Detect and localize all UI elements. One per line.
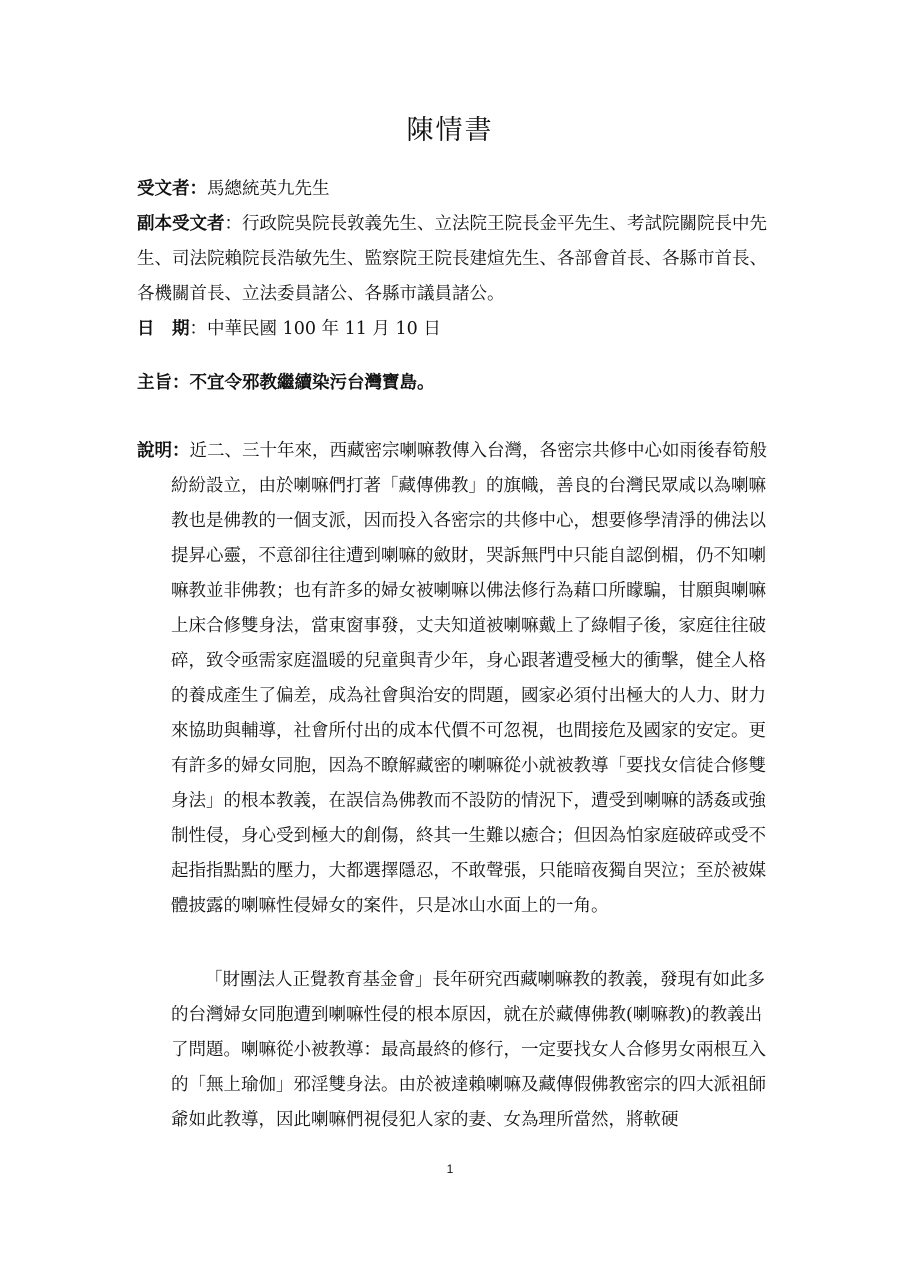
recipient-line [137,172,767,207]
recipient-label: 受文者： [137,179,207,199]
date-line [137,312,767,347]
cc-value: ：行政院吳院長敦義先生、立法院王院長金平先生、考試院關院長中先生、司法院賴院長浩敏先生、監察院王院長建煊先生、各部會首長、各縣市首長、各機關首長、立法委員諸公、各縣市議員諸公。 [137,214,767,304]
explain-text: 近二、三十年來，西藏密宗喇嘛教傳入台灣，各密宗共修中心如雨後春筍般紛紛設立，由於喇嘛們打著「藏傳佛教」的旗幟，善良的台灣民眾咸以為喇嘛教也是佛教的一個支派，因而投入各密宗的共修中心，想要修學清淨的佛法以提昇心靈，不意卻往往遭到喇嘛的斂財，哭訴無門中只能自認倒楣，仍不知喇嘛教並非佛教；也有許多的婦女被喇嘛以佛法修行為藉口所矇騙，甘願與喇嘛上床合修雙身法，當東窗事發，丈夫知道被喇嘛戴上了綠帽子後，家庭往往破碎，致令亟需家庭溫暖的兒童與青少年，身心跟著遭受極大的衝擊，健全人格的養成產生了偏差，成為社會與治安的問題，國家必須付出極大的人力、財力來協助與輔導，社會所付出的成本代價不可忽視，也間接危及國家的安定。更有許多的婦女同胞，因為不瞭解藏密的喇嘛從小就被教導「要找女信徒合修雙身法」的根本教義，在誤信為佛教而不設防的情況下，遭受到喇嘛的誘姦或強制性侵，身心受到極大的創傷，終其一生難以癒合；但因為怕家庭破碎或受不起指指點點的壓力，大都選擇隱忍，不敢聲張，只能暗夜獨自哭泣；至於被媒體披露的喇嘛性侵婦女的案件，只是冰山水面上的一角。 [171,441,767,916]
subject-value: 不宜令邪教繼續染污台灣寶島。 [189,373,435,393]
cc-label: 副本受文者 [137,214,225,234]
header-block [137,172,767,347]
document-title: 陳情書 [406,115,494,146]
date-label: 日 期 [137,319,190,339]
subject-label: 主旨： [137,373,190,393]
recipient-value: 馬總統英九先生 [207,179,330,199]
subject-line [137,369,435,394]
page-number: 1 [446,1162,454,1176]
explain-label: 說明： [137,441,190,461]
date-value: ：中華民國 100 年 11 月 10 日 [189,319,441,339]
explanation-paragraph [137,434,767,924]
cc-line [137,207,767,312]
body-paragraph: 「財團法人正覺教育基金會」長年研究西藏喇嘛教的教義，發現有如此多的台灣婦女同胞遭到喇嘛性侵的根本原因，就在於藏傳佛教(喇嘛教)的教義出了問題。喇嘛從小被教導：最高最終的修行，一定要找女人合修男女兩根互入的「無上瑜伽」邪淫雙身法。由於被達賴喇嘛及藏傳假佛教密宗的四大派祖師爺如此教導，因此喇嘛們視侵犯人家的妻、女為理所當然，將軟硬 [171,970,766,1130]
